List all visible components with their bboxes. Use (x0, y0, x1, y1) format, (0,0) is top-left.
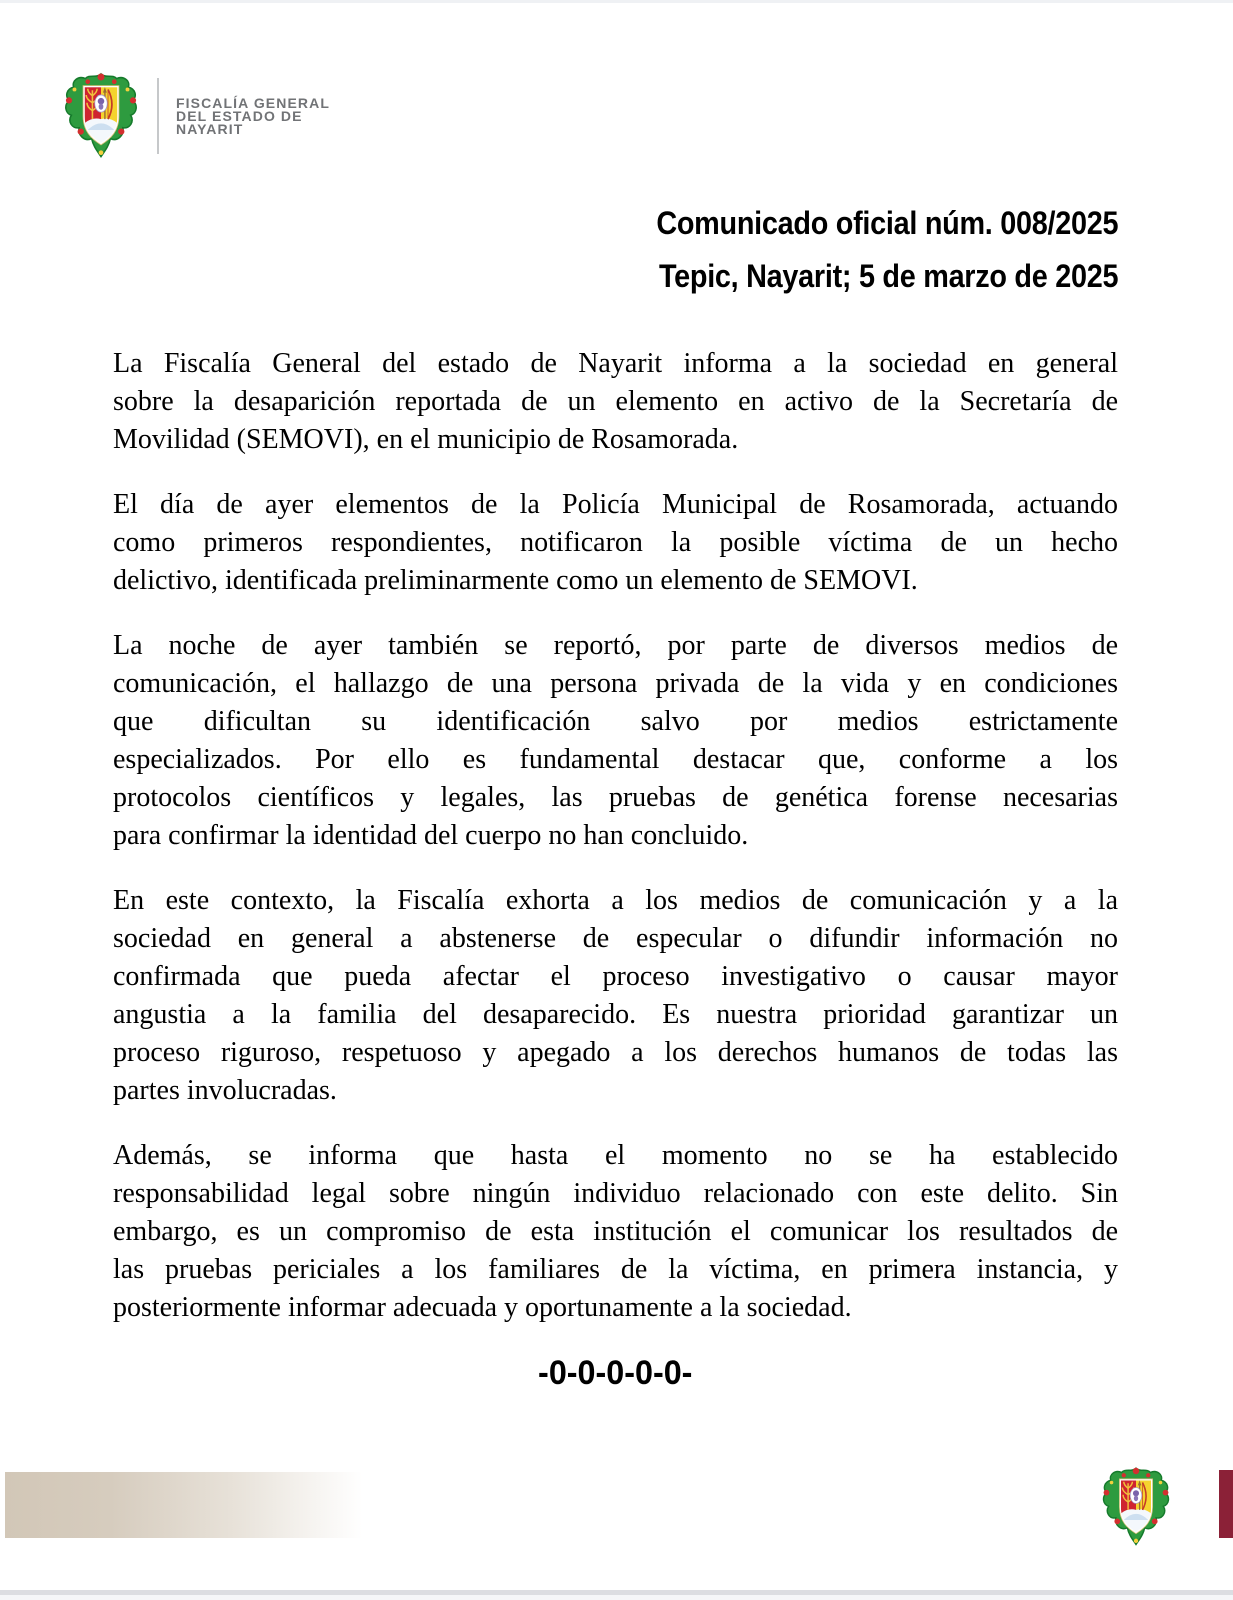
text-line: protocolos científicos y legales, las pruebas de genética forense necesarias (113, 782, 1118, 813)
document-subtitle: Tepic, Nayarit; 5 de marzo de 2025 (658, 258, 1118, 294)
title-block (605, 197, 1118, 303)
page-bottom-margin (0, 1595, 1233, 1600)
text-line: responsabilidad legal sobre ningún individuo relacionado con este delito. Sin (113, 1178, 1118, 1209)
closing-mark-row (113, 1353, 1118, 1396)
text-line: delictivo, identificada preliminarmente como un elemento de SEMOVI. (113, 565, 918, 596)
letterhead (62, 72, 330, 160)
text-line: proceso riguroso, respetuoso y apegado a los derechos humanos de todas las (113, 1037, 1118, 1068)
text-line: como primeros respondientes, notificaron la posible víctima de un hecho (113, 527, 1118, 558)
header-divider (157, 78, 159, 154)
org-name (176, 94, 330, 137)
nayarit-coat-of-arms-icon (62, 72, 140, 160)
page-top-edge (0, 0, 1233, 3)
org-name-line: FISCALÍA GENERAL (176, 94, 330, 111)
footer-gradient-bar (5, 1472, 381, 1538)
paragraph (113, 345, 1118, 459)
body-text (113, 345, 1118, 1396)
text-line: confirmada que pueda afectar el proceso investigativo o causar mayor (113, 961, 1118, 992)
text-line: angustia a la familia del desaparecido. Es nuestra prioridad garantizar un (113, 999, 1118, 1030)
footer-accent-bar (1219, 1470, 1233, 1538)
text-line: La Fiscalía General del estado de Nayarit informa a la sociedad en general (113, 348, 1118, 379)
document-title: Comunicado oficial núm. 008/2025 (656, 205, 1118, 241)
text-line: comunicación, el hallazgo de una persona privada de la vida y en condiciones (113, 668, 1118, 699)
text-line: partes involucradas. (113, 1075, 337, 1106)
paragraph (113, 1137, 1118, 1327)
text-line: las pruebas periciales a los familiares de la víctima, en primera instancia, y (113, 1254, 1118, 1285)
text-line: posteriormente informar adecuada y oportunamente a la sociedad. (113, 1292, 852, 1323)
org-name-line: NAYARIT (176, 120, 244, 137)
text-line: sobre la desaparición reportada de un elemento en activo de la Secretaría de (113, 386, 1118, 417)
text-line: En este contexto, la Fiscalía exhorta a los medios de comunicación y a la (113, 885, 1118, 916)
paragraph (113, 486, 1118, 600)
text-line: sociedad en general a abstenerse de especular o difundir información no (113, 923, 1118, 954)
closing-mark: -0-0-0-0-0- (538, 1354, 693, 1392)
text-line: especializados. Por ello es fundamental destacar que, conforme a los (113, 744, 1118, 775)
text-line: para confirmar la identidad del cuerpo no han concluido. (113, 820, 749, 851)
org-name-line: DEL ESTADO DE (176, 107, 303, 124)
text-line: que dificultan su identificación salvo por medios estrictamente (113, 706, 1118, 737)
paragraph (113, 882, 1118, 1110)
footer-nayarit-coat-of-arms-icon (1100, 1466, 1172, 1548)
text-line: El día de ayer elementos de la Policía Municipal de Rosamorada, actuando (113, 489, 1118, 520)
paragraph (113, 627, 1118, 855)
text-line: embargo, es un compromiso de esta institución el comunicar los resultados de (113, 1216, 1118, 1247)
text-line: Movilidad (SEMOVI), en el municipio de Rosamorada. (113, 424, 739, 455)
text-line: La noche de ayer también se reportó, por parte de diversos medios de (113, 630, 1118, 661)
text-line: Además, se informa que hasta el momento no se ha establecido (113, 1140, 1118, 1171)
